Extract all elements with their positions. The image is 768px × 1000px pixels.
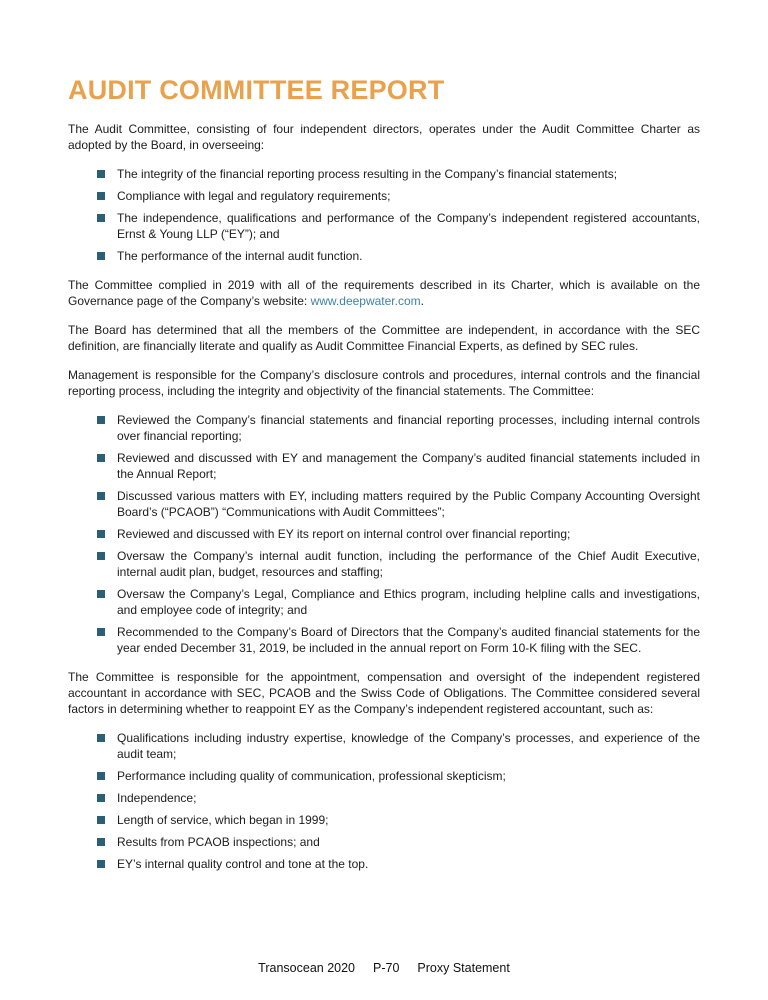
oversight-list bbox=[68, 166, 700, 264]
footer-company: Transocean 2020 bbox=[258, 961, 355, 975]
list-item-text: EY’s internal quality control and tone at the top. bbox=[117, 857, 369, 872]
square-bullet-icon bbox=[97, 530, 105, 538]
list-item-text: Oversaw the Company’s internal audit function, including the performance of the Chief Audit Executive, internal audit plan, budget, resources and staffing; bbox=[117, 549, 700, 580]
list-item bbox=[68, 856, 700, 872]
committee-actions-list bbox=[68, 412, 700, 656]
list-item-text: Qualifications including industry expertise, knowledge of the Company’s processes, and experience of the audit team; bbox=[117, 731, 700, 762]
square-bullet-icon bbox=[97, 860, 105, 868]
list-item-text: Length of service, which began in 1999; bbox=[117, 813, 329, 828]
list-item bbox=[68, 730, 700, 762]
list-item-text: Discussed various matters with EY, including matters required by the Public Company Accounting Oversight Board’s (“PCAOB”) “Communications with Audit Committees”; bbox=[117, 489, 700, 520]
deepwater-website-link[interactable]: www.deepwater.com bbox=[310, 294, 421, 309]
square-bullet-icon bbox=[97, 170, 105, 178]
square-bullet-icon bbox=[97, 794, 105, 802]
square-bullet-icon bbox=[97, 214, 105, 222]
list-item-text: Reviewed and discussed with EY and management the Company’s audited financial statements included in the Annual Report; bbox=[117, 451, 700, 482]
list-item bbox=[68, 526, 700, 542]
list-item-text: Oversaw the Company’s Legal, Compliance and Ethics program, including helpline calls and investigations, and employee code of integrity; and bbox=[117, 587, 700, 618]
list-item-text: The integrity of the financial reporting process resulting in the Company’s financial statements; bbox=[117, 167, 618, 182]
list-item bbox=[68, 790, 700, 806]
list-item-text: Results from PCAOB inspections; and bbox=[117, 835, 320, 850]
list-item bbox=[68, 166, 700, 182]
reappointment-factors-list bbox=[68, 730, 700, 872]
list-item-text: Performance including quality of communication, professional skepticism; bbox=[117, 769, 506, 784]
list-item-text: Independence; bbox=[117, 791, 197, 806]
footer-page-number: P-70 bbox=[373, 961, 400, 975]
list-item-text: Recommended to the Company’s Board of Directors that the Company’s audited financial statements for the year ended December 31, 2019, be included in the annual report on Form 10-K filing with the SEC. bbox=[117, 625, 700, 656]
square-bullet-icon bbox=[97, 454, 105, 462]
square-bullet-icon bbox=[97, 416, 105, 424]
list-item bbox=[68, 188, 700, 204]
list-item bbox=[68, 210, 700, 242]
list-item-text: The independence, qualifications and performance of the Company’s independent registered accountants, Ernst & Young LLP (“EY”); and bbox=[117, 211, 700, 242]
list-item-text: Reviewed the Company’s financial statements and financial reporting processes, including internal controls over financial reporting; bbox=[117, 413, 700, 444]
square-bullet-icon bbox=[97, 492, 105, 500]
list-item-text: Compliance with legal and regulatory requirements; bbox=[117, 189, 391, 204]
square-bullet-icon bbox=[97, 628, 105, 636]
square-bullet-icon bbox=[97, 192, 105, 200]
intro-paragraph: The Audit Committee, consisting of four independent directors, operates under the Audit Committee Charter as adopted by the Board, in overseeing: bbox=[68, 122, 700, 153]
compliance-text-before: The Committee complied in 2019 with all of the requirements described in its Charter, which is available on the Governance page of the Company’s website: bbox=[68, 278, 700, 309]
list-item bbox=[68, 768, 700, 784]
square-bullet-icon bbox=[97, 734, 105, 742]
management-paragraph: Management is responsible for the Company’s disclosure controls and procedures, internal controls and the financial reporting process, including the integrity and objectivity of the financial statements. The Committee: bbox=[68, 368, 700, 399]
list-item bbox=[68, 488, 700, 520]
list-item bbox=[68, 624, 700, 656]
square-bullet-icon bbox=[97, 772, 105, 780]
list-item bbox=[68, 548, 700, 580]
footer-label: Proxy Statement bbox=[417, 961, 510, 975]
list-item-text: The performance of the internal audit function. bbox=[117, 249, 363, 264]
list-item bbox=[68, 450, 700, 482]
square-bullet-icon bbox=[97, 838, 105, 846]
list-item bbox=[68, 812, 700, 828]
square-bullet-icon bbox=[97, 552, 105, 560]
board-determination-paragraph: The Board has determined that all the members of the Committee are independent, in accordance with the SEC definition, are financially literate and qualify as Audit Committee Financial Experts, as defined by SEC rules. bbox=[68, 323, 700, 354]
square-bullet-icon bbox=[97, 252, 105, 260]
list-item bbox=[68, 834, 700, 850]
list-item-text: Reviewed and discussed with EY its report on internal control over financial reporting; bbox=[117, 527, 571, 542]
square-bullet-icon bbox=[97, 590, 105, 598]
reappointment-paragraph: The Committee is responsible for the appointment, compensation and oversight of the independent registered accountant in accordance with SEC, PCAOB and the Swiss Code of Obligations. The Committee considered several factors in determining whether to reappoint EY as the Company’s independent registered accountant, such as: bbox=[68, 670, 700, 717]
compliance-text-after: . bbox=[420, 294, 424, 309]
list-item bbox=[68, 412, 700, 444]
compliance-paragraph bbox=[68, 277, 700, 309]
square-bullet-icon bbox=[97, 816, 105, 824]
page-title: AUDIT COMMITTEE REPORT bbox=[68, 75, 445, 105]
list-item bbox=[68, 586, 700, 618]
page-footer bbox=[0, 961, 768, 975]
list-item bbox=[68, 248, 700, 264]
